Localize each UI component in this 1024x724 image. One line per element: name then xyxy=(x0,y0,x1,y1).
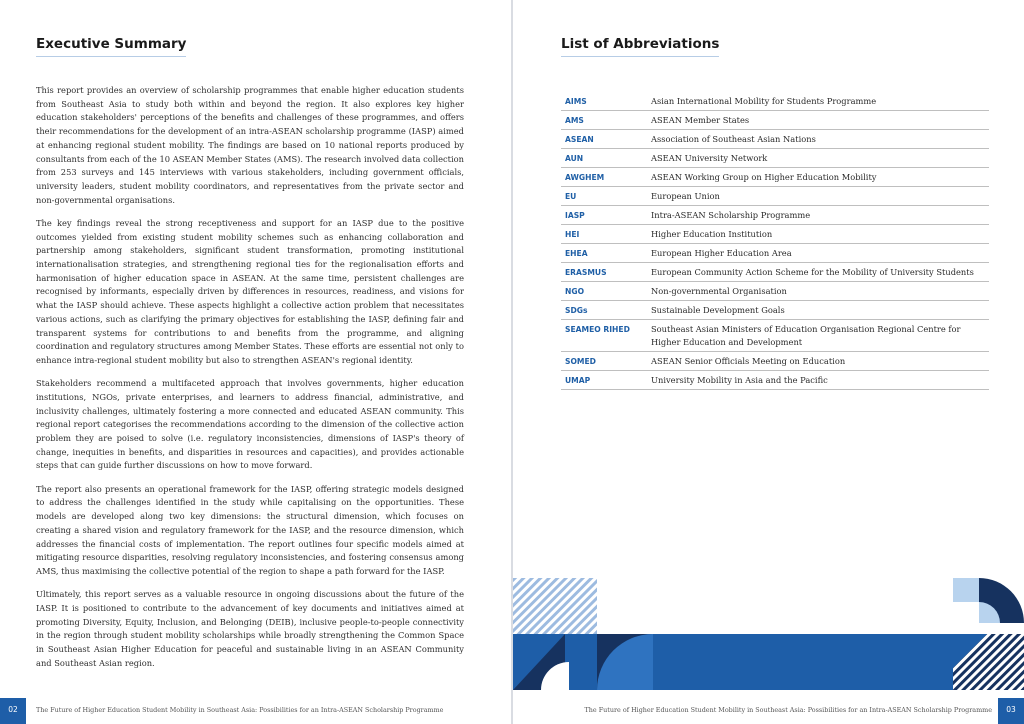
abbreviation-meaning: Asian International Mobility for Students Programme xyxy=(647,92,989,111)
abbreviation-key: AUN xyxy=(561,149,647,168)
striped-block-light xyxy=(513,578,597,634)
abbreviation-key: ASEAN xyxy=(561,130,647,149)
abbreviation-key: AWGHEM xyxy=(561,168,647,187)
abbreviation-meaning: Sustainable Development Goals xyxy=(647,301,989,320)
page-number-right: 03 xyxy=(998,698,1024,724)
abbreviation-key: AMS xyxy=(561,111,647,130)
abbreviation-meaning: ASEAN Working Group on Higher Education Mobility xyxy=(647,168,989,187)
abbreviation-meaning: European Union xyxy=(647,187,989,206)
summary-paragraph-1: This report provides an overview of scholarship programmes that enable higher education students from Southeast Asia to study both within and beyond the region. It also explores key higher education stakeholders' perceptions of the benefits and challenges of these programmes, and offers their recommendations for the development of an intra-ASEAN scholarship programme (IASP) aimed at enhancing regional student mobility. The findings are based on 10 national reports produced by consultants from each of the 10 ASEAN Member States (AMS). The research involved data collection from 253 surveys and 145 interviews with various stakeholders, including government officials, university leaders, student mobility coordinators, and representatives from the private sector and non-governmental organisations. xyxy=(36,85,464,205)
abbreviation-row xyxy=(561,301,989,320)
abbreviation-row xyxy=(561,92,989,111)
abbreviation-meaning: Intra-ASEAN Scholarship Programme xyxy=(647,206,989,225)
abbreviation-row xyxy=(561,168,989,187)
abbreviation-key: AIMS xyxy=(561,92,647,111)
abbreviation-row xyxy=(561,149,989,168)
abbreviation-key: HEI xyxy=(561,225,647,244)
abbreviation-key: EHEA xyxy=(561,244,647,263)
abbreviation-key: NGO xyxy=(561,282,647,301)
abbreviation-row xyxy=(561,206,989,225)
abbreviation-key: IASP xyxy=(561,206,647,225)
summary-paragraph-4: The report also presents an operational framework for the IASP, offering strategic models designed to address the challenges identified in the study while capitalising on the opportunities. These models are developed along two key dimensions: the structural dimension, which focuses on creating a shared vision and regulatory framework for the IASP, and the resource dimension, which addresses the financial costs of implementation. The report outlines four specific models aimed at mitigating resource disparities, resolving regulatory inconsistencies, and fostering consensus among AMS, thus maximising the collective potential of the region to shape a path forward for the IASP. xyxy=(36,483,464,576)
executive-summary-body xyxy=(36,84,464,680)
abbreviation-key: SEAMEO RIHED xyxy=(561,320,647,352)
abbreviation-key: SDGs xyxy=(561,301,647,320)
summary-paragraph-3: Stakeholders recommend a multifaceted approach that involves governments, higher education institutions, NGOs, private enterprises, and learners to address financial, administrative, and inclusivity challenges, ultimately fostering a more connected and educated ASEAN community. This regional report categorises the recommendations according to the dimension of the collective action problem they are poised to solve (i.e. regulatory inconsistencies, dimensions of IASP's theory of change, inequities in benefits, and disparities in resources and capacities), and provides actionable steps that can guide further discussions on how to move forward. xyxy=(36,378,464,471)
abbreviation-meaning: ASEAN University Network xyxy=(647,149,989,168)
abbreviation-key: EU xyxy=(561,187,647,206)
abbreviation-row xyxy=(561,225,989,244)
abbreviation-key: SOMED xyxy=(561,352,647,371)
abbreviation-meaning: Non-governmental Organisation xyxy=(647,282,989,301)
abbreviation-row xyxy=(561,263,989,282)
abbreviation-row xyxy=(561,352,989,371)
abbreviation-meaning: European Community Action Scheme for the Mobility of University Students xyxy=(647,263,989,282)
left-page xyxy=(0,0,511,724)
summary-paragraph-2: The key findings reveal the strong receptiveness and support for an IASP due to the positive outcomes yielded from existing student mobility schemes such as enhancing collaboration and partnership among stakeholders, significant student transformation, promoting institutional internationalisation strategies, and strengthening regional ties for the regionalisation efforts and harmonisation of higher education space in ASEAN. At the same time, persistent challenges are recognised by informants, especially driven by differences in resources, readiness, and visions for what the IASP should achieve. These aspects highlight a collective action problem that necessitates various actions, such as clarifying the primary objectives for establishing the IASP, defining fair and transparent systems for contributions to and benefits from the programme, and aligning coordination and regulatory structures among Member States. These efforts are essential not only to enhance intra-regional student mobility but also to strengthen ASEAN's regional identity. xyxy=(36,217,464,365)
abbreviation-row xyxy=(561,111,989,130)
abbreviation-row xyxy=(561,371,989,390)
light-square-right-1 xyxy=(953,578,979,602)
abbreviation-key: ERASMUS xyxy=(561,263,647,282)
left-footer xyxy=(0,698,511,724)
abbreviations-heading: List of Abbreviations xyxy=(561,36,719,57)
abbreviation-row xyxy=(561,282,989,301)
abbreviation-key: UMAP xyxy=(561,371,647,390)
summary-paragraph-5: Ultimately, this report serves as a valuable resource in ongoing discussions about the future of the IASP. It is positioned to contribute to the advancement of key documents and initiatives aimed at promoting Diversity, Equity, Inclusion, and Belonging (DEIB), inclusive people-to-people connectivity in the region through student mobility scholarships while broadly strengthening the Common Space in Southeast Asian Higher Education for peaceful and sustainable living in an ASEAN Community and Southeast Asian region. xyxy=(36,589,464,668)
abbreviation-row xyxy=(561,320,989,352)
decorative-geometric-banner xyxy=(513,578,1024,690)
footer-title-right: The Future of Higher Education Student Mobility in Southeast Asia: Possibilities for an Intra-ASEAN Scholarship Programme xyxy=(584,706,992,714)
abbreviation-row xyxy=(561,130,989,149)
blue-band xyxy=(513,634,1024,690)
abbreviation-meaning: European Higher Education Area xyxy=(647,244,989,263)
abbreviations-table xyxy=(561,92,989,390)
footer-title-left: The Future of Higher Education Student Mobility in Southeast Asia: Possibilities for an Intra-ASEAN Scholarship Programme xyxy=(36,706,444,714)
abbreviation-meaning: University Mobility in Asia and the Pacific xyxy=(647,371,989,390)
abbreviation-meaning: Higher Education Institution xyxy=(647,225,989,244)
executive-summary-heading: Executive Summary xyxy=(36,36,186,57)
abbreviation-meaning: Association of Southeast Asian Nations xyxy=(647,130,989,149)
abbreviation-meaning: ASEAN Senior Officials Meeting on Education xyxy=(647,352,989,371)
right-page xyxy=(513,0,1024,724)
page-number-left: 02 xyxy=(0,698,26,724)
abbreviation-meaning: Southeast Asian Ministers of Education Organisation Regional Centre for Higher Education and Development xyxy=(647,320,989,352)
abbreviation-meaning: ASEAN Member States xyxy=(647,111,989,130)
abbreviation-row xyxy=(561,244,989,263)
abbreviation-row xyxy=(561,187,989,206)
right-footer xyxy=(513,698,1024,724)
